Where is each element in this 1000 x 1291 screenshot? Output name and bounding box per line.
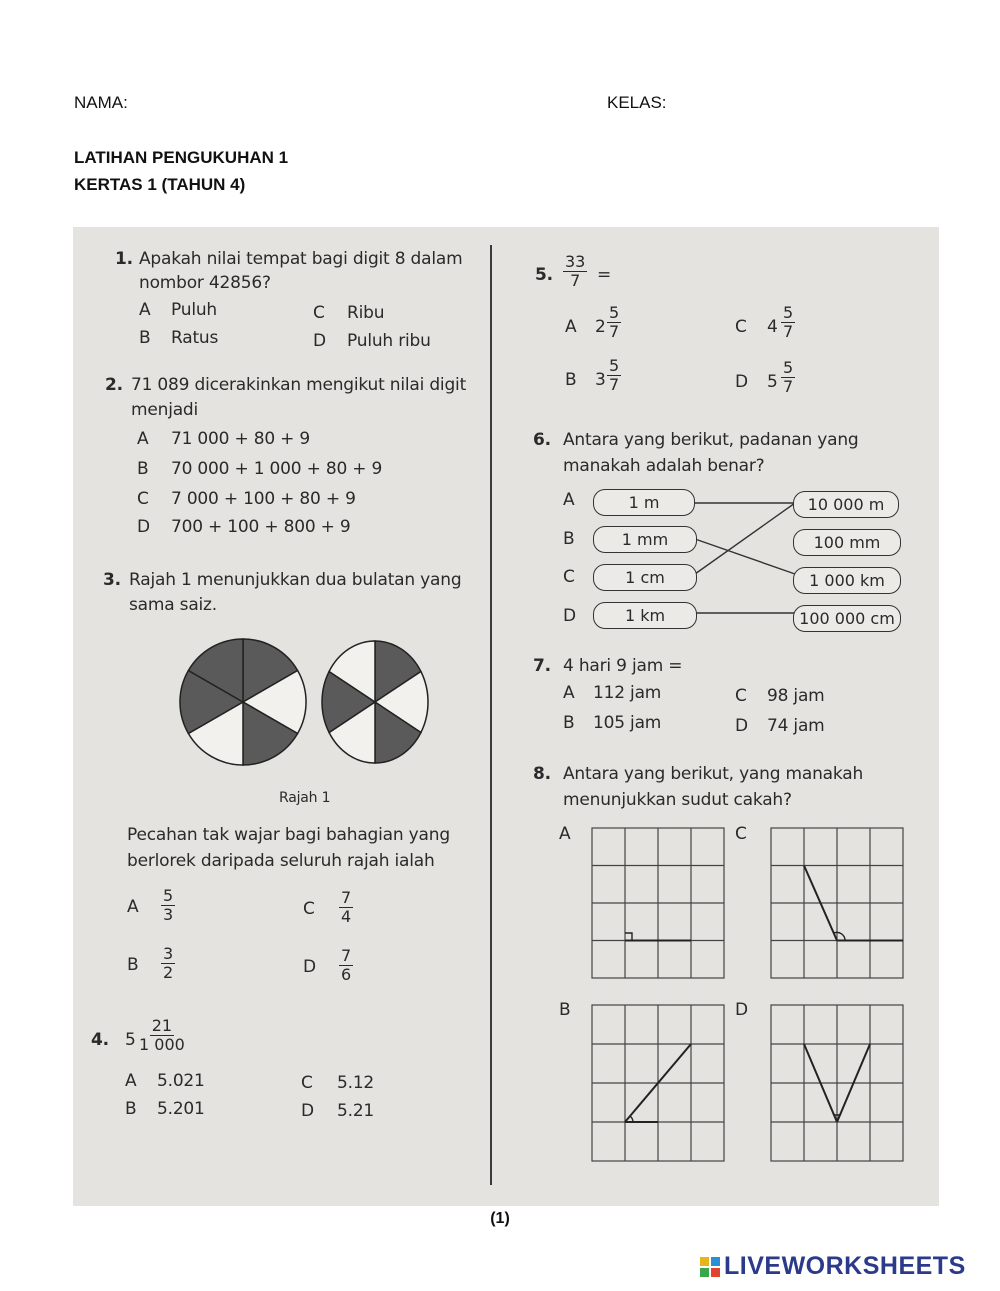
mixed-number-whole: 2 xyxy=(595,317,606,337)
figure-caption: Rajah 1 xyxy=(279,790,331,806)
fraction-denominator: 7 xyxy=(570,270,581,290)
option-letter: A xyxy=(137,429,149,449)
mixed-number-whole: 3 xyxy=(595,370,606,390)
fraction-numerator: 5 xyxy=(783,358,794,377)
liveworksheets-logo[interactable] xyxy=(700,1252,966,1281)
circle-right xyxy=(322,641,428,763)
fraction-numerator: 5 xyxy=(609,303,620,322)
option-letter: D xyxy=(735,372,748,392)
fraction-numerator: 5 xyxy=(609,356,620,375)
option-letter: C xyxy=(301,1073,313,1093)
fraction-denominator: 2 xyxy=(163,962,174,982)
left-unit-box: 1 km xyxy=(593,602,697,629)
option-letter: D xyxy=(313,331,326,351)
row-letter: D xyxy=(563,606,576,626)
row-letter: C xyxy=(563,567,575,587)
option-letter: B xyxy=(137,459,149,479)
option-text: Puluh ribu xyxy=(347,331,431,351)
option-fraction xyxy=(161,945,175,981)
fraction-denominator: 6 xyxy=(341,964,352,984)
option-letter: B xyxy=(565,370,577,390)
option-letter: A xyxy=(139,300,151,320)
liveworksheets-icon xyxy=(700,1257,720,1277)
question-text: Antara yang berikut, padanan yang xyxy=(563,430,859,450)
scanned-exam-page xyxy=(73,227,939,1206)
fraction-denominator: 7 xyxy=(609,321,620,341)
question-number: 2. xyxy=(105,375,123,395)
fraction-numerator: 3 xyxy=(163,944,174,963)
fraction-numerator: 21 xyxy=(151,1016,173,1035)
option-letter: A xyxy=(127,897,139,917)
left-unit-box: 1 mm xyxy=(593,526,697,553)
option-text: 112 jam xyxy=(593,683,662,703)
option-fraction xyxy=(781,304,795,340)
option-letter: A xyxy=(559,824,571,844)
option-letter: A xyxy=(563,683,575,703)
fraction-denominator: 3 xyxy=(163,904,174,924)
page-number: (1) xyxy=(490,1210,510,1227)
angle-grid-b xyxy=(591,1004,727,1164)
left-unit-box: 1 m xyxy=(593,489,695,516)
option-letter: C xyxy=(735,317,747,337)
question-text: 4 hari 9 jam = xyxy=(563,656,683,676)
question-text: berlorek daripada seluruh rajah ialah xyxy=(127,851,435,871)
option-text: 70 000 + 1 000 + 80 + 9 xyxy=(171,459,383,479)
option-text: 5.201 xyxy=(157,1099,205,1119)
option-fraction xyxy=(607,357,621,393)
nama-label: NAMA: xyxy=(74,93,128,112)
option-letter: B xyxy=(559,1000,571,1020)
option-text: 98 jam xyxy=(767,686,825,706)
option-letter: D xyxy=(735,1000,748,1020)
mixed-number-whole: 4 xyxy=(767,317,778,337)
right-unit-box: 1 000 km xyxy=(793,567,901,594)
option-letter: C xyxy=(137,489,149,509)
option-text: Ribu xyxy=(347,303,385,323)
option-text: Ratus xyxy=(171,328,219,348)
column-divider xyxy=(490,245,492,1185)
option-letter: C xyxy=(303,899,315,919)
fraction-numerator: 5 xyxy=(783,303,794,322)
option-text: 74 jam xyxy=(767,716,825,736)
row-letter: B xyxy=(563,529,575,549)
fraction-numerator: 5 xyxy=(163,886,174,905)
option-text: 105 jam xyxy=(593,713,662,733)
fraction-denominator: 7 xyxy=(783,376,794,396)
question-text: menunjukkan sudut cakah? xyxy=(563,790,792,810)
option-text: 700 + 100 + 800 + 9 xyxy=(171,517,351,537)
question-number: 4. xyxy=(91,1030,109,1050)
option-fraction xyxy=(781,359,795,395)
right-unit-box: 100 mm xyxy=(793,529,901,556)
fraction-numerator: 33 xyxy=(565,252,586,271)
worksheet-title: LATIHAN PENGUKUHAN 1 xyxy=(74,148,289,167)
question-text: nombor 42856? xyxy=(139,273,271,293)
option-text: 5.12 xyxy=(337,1073,375,1093)
fraction-numerator: 7 xyxy=(341,888,352,907)
row-letter: A xyxy=(563,490,575,510)
option-letter: B xyxy=(127,955,139,975)
question-number: 3. xyxy=(103,570,121,590)
option-letter: B xyxy=(125,1099,137,1119)
option-letter: C xyxy=(735,824,747,844)
question-number: 7. xyxy=(533,656,551,676)
fraction-denominator: 7 xyxy=(609,374,620,394)
fraction-denominator: 4 xyxy=(341,906,352,926)
worksheet-subtitle: KERTAS 1 (TAHUN 4) xyxy=(74,175,246,194)
option-text: 5.021 xyxy=(157,1071,205,1091)
option-letter: C xyxy=(313,303,325,323)
question-fraction xyxy=(563,253,587,289)
rajah-1-figure xyxy=(178,637,438,777)
question-number: 1. xyxy=(115,249,133,269)
left-unit-box: 1 cm xyxy=(593,564,697,591)
question-text: sama saiz. xyxy=(129,595,217,615)
option-text: Puluh xyxy=(171,300,217,320)
fraction-denominator: 1 000 xyxy=(139,1034,185,1054)
brand-name: LIVEWORKSHEETS xyxy=(724,1252,966,1280)
kelas-label: KELAS: xyxy=(607,93,667,112)
circle-left xyxy=(180,639,306,765)
option-letter: B xyxy=(139,328,151,348)
question-text: Pecahan tak wajar bagi bahagian yang xyxy=(127,825,450,845)
angle-grid-d xyxy=(770,1004,906,1164)
option-fraction xyxy=(607,304,621,340)
angle-grid-a xyxy=(591,827,727,981)
mixed-number-whole: 5 xyxy=(767,372,778,392)
question-text: 71 089 dicerakinkan mengikut nilai digit xyxy=(131,375,467,395)
fraction-numerator: 7 xyxy=(341,946,352,965)
option-letter: A xyxy=(565,317,577,337)
option-fraction xyxy=(339,947,353,983)
option-fraction xyxy=(339,889,353,925)
option-letter: D xyxy=(301,1101,314,1121)
option-letter: C xyxy=(735,686,747,706)
question-text: Apakah nilai tempat bagi digit 8 dalam xyxy=(139,249,463,269)
option-letter: B xyxy=(563,713,575,733)
question-number: 6. xyxy=(533,430,551,450)
option-fraction xyxy=(161,887,175,923)
option-letter: D xyxy=(303,957,316,977)
option-text: 5.21 xyxy=(337,1101,375,1121)
option-letter: D xyxy=(137,517,150,537)
question-text: Antara yang berikut, yang manakah xyxy=(563,764,864,784)
option-text: 7 000 + 100 + 80 + 9 xyxy=(171,489,356,509)
right-unit-box: 10 000 m xyxy=(793,491,899,518)
option-letter: D xyxy=(735,716,748,736)
angle-grid-c xyxy=(770,827,906,981)
option-text: 71 000 + 80 + 9 xyxy=(171,429,311,449)
option-letter: A xyxy=(125,1071,137,1091)
mixed-number-whole: 5 xyxy=(125,1030,136,1050)
mixed-number-fraction xyxy=(137,1017,187,1053)
equals-sign: = xyxy=(597,265,612,285)
fraction-denominator: 7 xyxy=(783,321,794,341)
right-unit-box: 100 000 cm xyxy=(793,605,901,632)
question-text: manakah adalah benar? xyxy=(563,456,765,476)
question-text: menjadi xyxy=(131,400,199,420)
question-text: Rajah 1 menunjukkan dua bulatan yang xyxy=(129,570,462,590)
question-number: 8. xyxy=(533,764,551,784)
question-number: 5. xyxy=(535,265,553,285)
